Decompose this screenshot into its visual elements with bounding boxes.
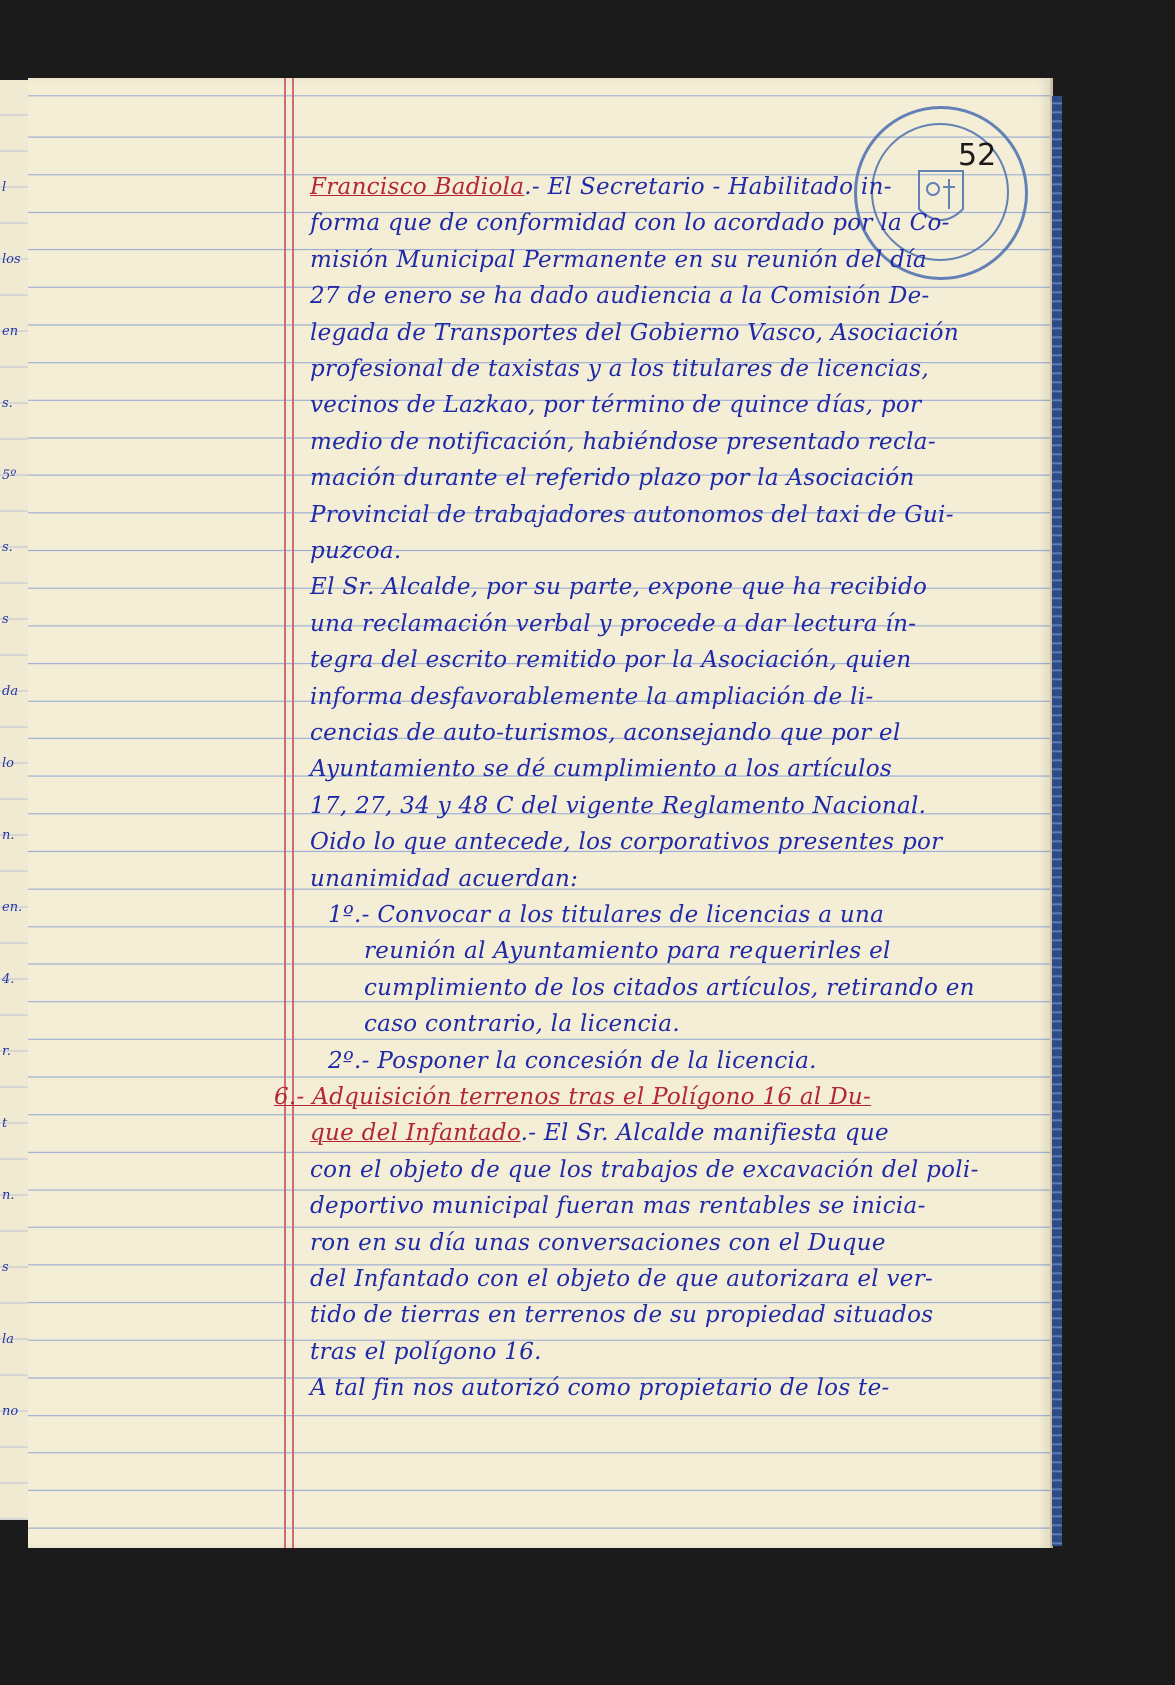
text-line <box>310 647 912 673</box>
line-text: 17, 27, 34 y 48 C del vigente Reglamento Nacional. <box>310 792 927 819</box>
line-text: 27 de enero se ha dado audiencia a la Comisión De- <box>310 283 930 310</box>
text-line <box>310 793 926 819</box>
folio-number: 52 <box>958 138 997 173</box>
text-line <box>364 938 891 964</box>
line-text: misión Municipal Permanente en su reunión del día <box>310 246 927 273</box>
line-text: ron en su día unas conversaciones con el Duque <box>310 1229 886 1256</box>
text-line <box>274 1084 871 1110</box>
line-text: reunión al Ayuntamiento para requerirles el <box>364 938 891 965</box>
left-page-fragment: n. <box>2 828 15 843</box>
line-text: una reclamación verbal y procede a dar lectura ín- <box>310 610 917 637</box>
text-line <box>310 574 927 600</box>
left-page-fragment: los <box>2 252 21 267</box>
line-text: informa desfavorablemente la ampliación de li- <box>310 683 874 710</box>
ledger-page <box>28 78 1053 1548</box>
text-line <box>310 720 901 746</box>
text-line <box>310 320 959 346</box>
text-line <box>310 1120 889 1146</box>
line-text: .- El Sr. Alcalde manifiesta que <box>520 1120 889 1147</box>
text-line <box>310 1230 886 1256</box>
line-text: Ayuntamiento se dé cumplimiento a los artículos <box>310 756 892 783</box>
text-line <box>310 866 578 892</box>
line-text: profesional de taxistas y a los titulares de licencias, <box>310 356 930 382</box>
line-text: A tal fin nos autorizó como propietario de los te- <box>310 1375 890 1402</box>
line-text: del Infantado con el objeto de que autorizara el ver- <box>310 1266 934 1292</box>
left-page-fragment: en. <box>2 900 23 915</box>
line-text: cumplimiento de los citados artículos, retirando en <box>364 974 975 1001</box>
text-line <box>310 429 936 455</box>
line-text: Provincial de trabajadores autonomos del taxi de Gui- <box>310 501 954 528</box>
line-text: tido de tierras en terrenos de su propiedad situados <box>310 1302 934 1329</box>
text-line <box>310 174 892 200</box>
line-text: Oido lo que antecede, los corporativos presentes por <box>310 829 943 856</box>
line-text: con el objeto de que los trabajos de excavación del poli- <box>310 1156 979 1183</box>
left-page-fragment: s. <box>2 540 13 555</box>
section-heading: que del Infantado <box>310 1120 521 1147</box>
text-line <box>310 210 950 236</box>
line-text: vecinos de Lazkao, por término de quince días, por <box>310 392 922 419</box>
text-line <box>310 611 916 637</box>
line-text: 1º.- Convocar a los titulares de licencias a una <box>328 902 885 928</box>
line-text: mación durante el referido plazo por la Asociación <box>310 465 915 492</box>
line-text: caso contrario, la licencia. <box>364 1011 680 1038</box>
line-text: unanimidad acuerdan: <box>310 865 579 892</box>
left-page-fragment: s. <box>2 396 13 411</box>
left-page-fragment: lo <box>2 756 14 771</box>
text-line <box>310 684 874 710</box>
text-line <box>310 356 929 382</box>
text-line <box>310 465 915 491</box>
text-line <box>310 1375 890 1401</box>
manuscript-text <box>28 78 1050 1548</box>
line-text: cencias de auto-turismos, aconsejando que por el <box>310 720 901 746</box>
left-page-fragment: t <box>2 1116 8 1131</box>
left-page-fragment: en <box>2 324 19 339</box>
text-line <box>310 502 954 528</box>
text-line <box>310 1302 933 1328</box>
text-line <box>310 1339 542 1365</box>
text-line <box>310 829 942 855</box>
line-text: 2º.- Posponer la concesión de la licencia. <box>328 1047 817 1074</box>
text-line <box>364 1011 680 1037</box>
text-line <box>310 1266 933 1292</box>
text-line <box>310 756 892 782</box>
left-page-fragment: no <box>2 1404 19 1419</box>
left-page-fragment: n. <box>2 1188 15 1203</box>
line-text: legada de Transportes del Gobierno Vasco, Asociación <box>310 319 959 346</box>
line-text: tras el polígono 16. <box>310 1338 542 1365</box>
left-page-fragment: la <box>2 1332 14 1347</box>
line-text: puzcoa. <box>310 538 402 564</box>
text-line <box>310 247 927 273</box>
line-text: El Sr. Alcalde, por su parte, expone que ha recibido <box>310 574 928 601</box>
line-text: forma que de conformidad con lo acordado por la Co- <box>310 210 950 237</box>
line-text: medio de notificación, habiéndose presentado recla- <box>310 428 936 455</box>
text-line <box>310 392 921 418</box>
text-line <box>310 538 402 564</box>
left-page-fragment: r. <box>2 1044 11 1059</box>
left-page-fragment: s <box>2 612 9 627</box>
page-binding-edge <box>1052 96 1062 1546</box>
line-text: tegra del escrito remitido por la Asociación, quien <box>310 647 912 674</box>
text-line <box>310 1193 926 1219</box>
line-text: .- El Secretario - Habilitado in- <box>524 174 892 200</box>
left-page-fragment: da <box>2 684 19 699</box>
left-page-fragment: l <box>2 180 7 195</box>
text-line <box>310 283 930 309</box>
left-page-fragment: 5º <box>2 468 17 483</box>
section-heading: Francisco Badiola <box>310 174 525 200</box>
left-page-fragment: 4. <box>2 972 15 987</box>
text-line <box>310 1157 979 1183</box>
text-line <box>328 1048 817 1074</box>
left-page-fragment: s <box>2 1260 9 1275</box>
text-line <box>328 902 884 928</box>
line-text: deportivo municipal fueran mas rentables se inicia- <box>310 1193 926 1220</box>
text-line <box>364 975 975 1001</box>
section-heading: 6.- Adquisición terrenos tras el Polígono 16 al Du- <box>274 1084 872 1110</box>
